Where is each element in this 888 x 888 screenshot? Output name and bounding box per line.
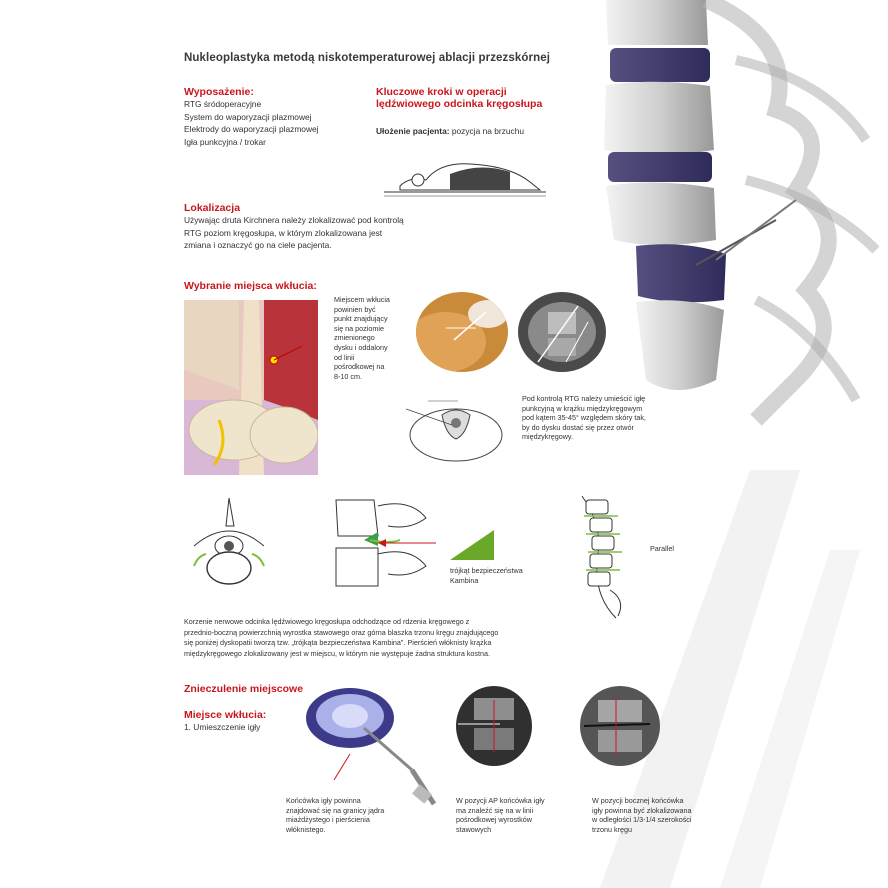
equipment-item: System do waporyzacji plazmowej — [184, 111, 312, 122]
caption-line: włóknistego. — [286, 824, 326, 834]
lateral-xray-photo — [580, 686, 660, 766]
caption-line: trzonu kręgu — [592, 824, 632, 834]
disc-needle-illustration — [304, 684, 444, 814]
caption-line: miażdżystego i pierścienia — [286, 815, 370, 825]
anesthesia-heading: Znieczulenie miejscowe — [184, 683, 304, 695]
localization-line: RTG poziom kręgosłupa, w którym zlokalizowana jest — [184, 227, 383, 238]
caption-line: W pozycji AP końcówka igły — [456, 796, 545, 805]
puncture-site-note-line: zmienionego — [334, 333, 375, 343]
parallel-label: Parallel — [650, 544, 674, 553]
patient-position-label: Ułożenie pacjenta: — [376, 126, 450, 136]
equipment-heading: Wyposażenie: — [184, 86, 254, 98]
caption-line: Końcówka igły powinna — [286, 796, 361, 805]
spine-hero-illustration — [596, 0, 888, 430]
localization-line: Używając druta Kirchnera należy zlokalizować pod kontrolą — [184, 215, 404, 225]
rtg-note-line: by do dysku dostać się przez otwór — [522, 422, 634, 432]
kambin-triangle-label — [450, 566, 523, 585]
skin-puncture-photo — [416, 292, 508, 372]
kambin-triangle-label-line: trójkąt bezpieczeństwa — [450, 566, 523, 575]
equipment-item: Igła punkcyjna / trokar — [184, 136, 266, 147]
ap-xray-photo — [456, 686, 532, 766]
puncture-site-note-line: Miejscem wkłucia — [334, 295, 390, 304]
key-steps-heading — [376, 86, 542, 110]
puncture-site-note-line: punkt znajdujący — [334, 314, 388, 324]
key-steps-heading-line: lędźwiowego odcinka kręgosłupa — [376, 98, 543, 110]
page-title: Nukleoplastyka metodą niskotemperaturowej ablacji przezskórnej — [184, 52, 551, 64]
puncture-site-note-line: powinien być — [334, 304, 376, 314]
caption-ap-position — [456, 796, 545, 834]
puncture-site-note-line: od linii — [334, 352, 355, 362]
caption-line: igły powinna być zlokalizowana — [592, 805, 692, 815]
caption-line: W pozycji bocznej końcówka — [592, 796, 684, 805]
caption-line: pośrodkowej wyrostków — [456, 815, 532, 825]
caption-line: ma znaleźć się na w linii — [456, 805, 534, 815]
lumbar-anatomy-illustration — [184, 300, 318, 475]
kambin-triangle-icon — [450, 530, 494, 560]
patient-prone-illustration — [380, 150, 550, 200]
rtg-note-line: pod kątem 35-45° względem skóry tak, — [522, 413, 646, 423]
rtg-note-line: punkcyjną w krążku międzykręgowym — [522, 403, 643, 413]
puncture-site-note — [334, 295, 390, 381]
xray-photo — [518, 292, 606, 372]
equipment-list — [184, 98, 319, 148]
rtg-note — [522, 394, 646, 442]
key-steps-heading-line: Kluczowe kroki w operacji — [376, 86, 507, 98]
equipment-item: RTG śródoperacyjne — [184, 99, 262, 109]
puncture-site-note-line: dysku i oddalony — [334, 342, 388, 352]
site-heading: Miejsce wkłucia: — [184, 709, 267, 721]
rtg-note-line: Pod kontrolą RTG należy umieścić igłę — [522, 394, 646, 403]
caption-line: stawowych — [456, 824, 492, 834]
caption-line: w odległości 1/3-1/4 szerokości — [592, 815, 692, 825]
rtg-note-line: międzykręgowy. — [522, 432, 573, 442]
patient-position-value: pozycja na brzuchu — [449, 126, 525, 136]
cross-section-diagram — [402, 395, 510, 465]
vertebra-top-view-diagram — [186, 496, 272, 592]
patient-position — [376, 125, 524, 138]
kambin-description-line: przednio-boczną powierzchnią wyrostka stawowego oraz górna blaszka trzonu kręgu znajdującego — [184, 627, 499, 637]
kambin-description-line: się poniżej dyskopatii tworzą tzw. „trójkąta bezpieczeństwa Kambina". Pierścień włóknisty krążka — [184, 638, 492, 648]
lumbar-spine-lateral-diagram — [566, 494, 644, 620]
caption-line: znajdować się na granicy jądra — [286, 805, 385, 815]
puncture-site-note-line: 8-10 cm. — [334, 371, 362, 381]
puncture-site-note-line: się na poziomie — [334, 323, 384, 333]
caption-needle-tip — [286, 796, 384, 834]
vertebra-side-view-diagram — [330, 496, 440, 592]
equipment-item: Elektrody do waporyzacji plazmowej — [184, 124, 319, 135]
localization-text — [184, 214, 404, 252]
kambin-description — [184, 617, 498, 659]
localization-line: zmiana i oznaczyć go na ciele pacjenta. — [184, 240, 332, 251]
kambin-triangle-label-line: Kambina — [450, 575, 479, 585]
kambin-description-line: międzykręgowego zlokalizowany jest w miejscu, w którym nie występuje żadna struktura kostna. — [184, 648, 490, 658]
puncture-site-note-line: pośrodkowej na — [334, 362, 385, 372]
step-label: 1. Umieszczenie igły — [184, 722, 261, 732]
kambin-description-line: Korzenie nerwowe odcinka lędźwiowego kręgosłupa odchodzące od rdzenia kręgowego z — [184, 617, 470, 626]
puncture-site-heading: Wybranie miejsca wkłucia: — [184, 280, 317, 292]
localization-heading: Lokalizacja — [184, 202, 241, 214]
caption-lateral-position — [592, 796, 691, 834]
